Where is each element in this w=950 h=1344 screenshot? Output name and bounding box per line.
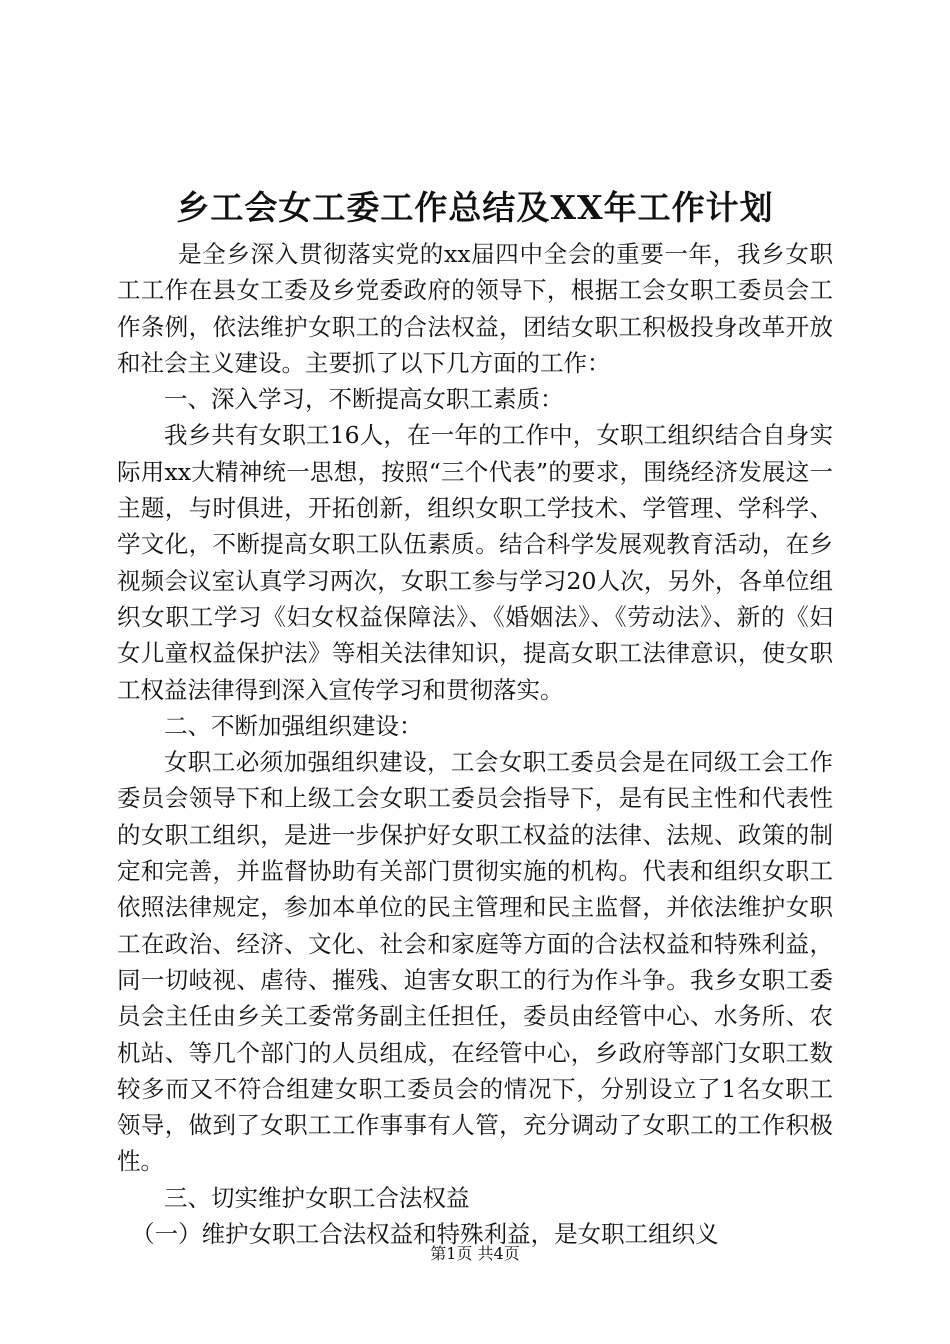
section-3-subitem-1: （一）维护女职工合法权益和特殊利益，是女职工组织义 (131, 1220, 719, 1249)
page-number-footer: 第1页 共4页 (430, 1244, 520, 1263)
intro-paragraph: 是全乡深入贯彻落实党的xx届四中全会的重要一年，我乡女职工工作在县女工委及乡党委政府的领导下，根据工会女职工委员会工作条例，依法维护女职工的合法权益，团结女职工积极投身改革开放和社会主义建设。主要抓了以下几方面的工作： (117, 240, 833, 377)
section-heading-3: 三、切实维护女职工合法权益 (164, 1183, 470, 1212)
section-heading-2: 二、不断加强组织建设： (164, 711, 423, 740)
section-2-paragraph: 女职工必须加强组织建设，工会女职工委员会是在同级工会工作委员会领导下和上级工会女职工委员会指导下，是有民主性和代表性的女职工组织，是进一步保护好女职工权益的法律、法规、政策的制定和完善，并监督协助有关部门贯彻实施的机构。代表和组织女职工依照法律规定，参加本单位的民主管理和民主监督，并依法维护女职工在政治、经济、文化、社会和家庭等方面的合法权益和特殊利益，同一切岐视、虐待、摧残、迫害女职工的行为作斗争。我乡女职工委员会主任由乡关工委常务副主任担任，委员由经管中心、水务所、农机站、等几个部门的人员组成，在经管中心，乡政府等部门女职工数较多而又不符合组建女职工委员会的情况下，分别设立了1名女职工领导，做到了女职工工作事事有人管，充分调动了女职工的工作积极性。 (117, 748, 833, 1176)
section-1-paragraph: 我乡共有女职工16人，在一年的工作中，女职工组织结合自身实际用xx大精神统一思想，按照“三个代表”的要求，围绕经济发展这一主题，与时俱进，开拓创新，组织女职工学技术、学管理、学科学、学文化，不断提高女职工队伍素质。结合科学发展观教育活动，在乡视频会议室认真学习两次，女职工参与学习20人次，另外，各单位组织女职工学习《妇女权益保障法》、《婚姻法》、《劳动法》、新的《妇女儿童权益保护法》等相关法律知识，提高女职工法律意识，使女职工权益法律得到深入宣传学习和贯彻落实。 (117, 421, 833, 704)
document-title: 乡工会女工委工作总结及XX年工作计划 (176, 188, 774, 227)
section-heading-1: 一、深入学习，不断提高女职工素质： (164, 385, 564, 414)
document-body (117, 236, 833, 1252)
